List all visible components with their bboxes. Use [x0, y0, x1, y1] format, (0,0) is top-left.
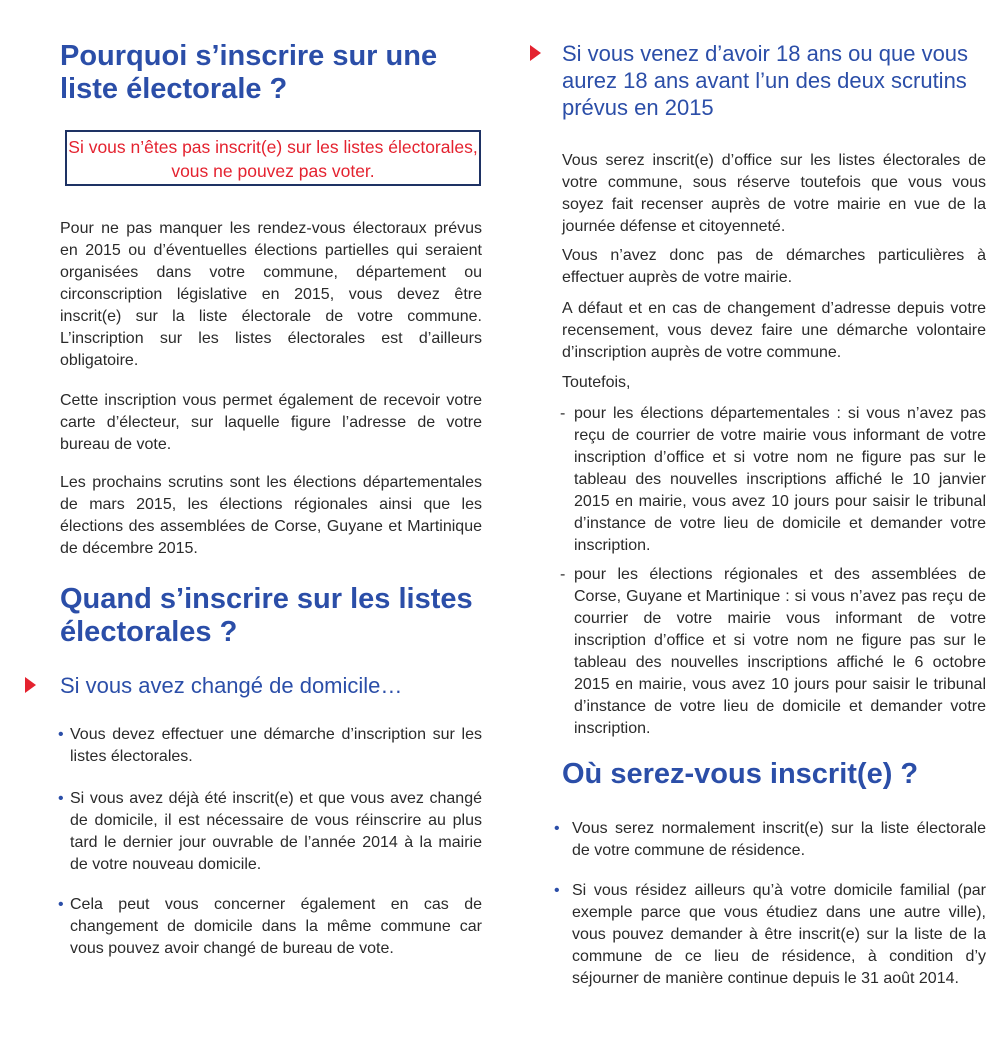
- heading-why-register: Pourquoi s’inscrire sur une liste électorale ?: [60, 40, 438, 105]
- dash-marker: -: [560, 405, 566, 422]
- subheading-turning-18: Si vous venez d’avoir 18 ans ou que vous aurez 18 ans avant l’un des deux scrutins prévus en 2015: [562, 41, 969, 120]
- bullet-dot-icon: •: [58, 790, 64, 807]
- bullet-text: Vous serez normalement inscrit(e) sur la liste électorale de votre commune de résidence.: [572, 820, 986, 859]
- paragraph-however: Toutefois,: [562, 374, 631, 391]
- bullet-dot-icon: •: [554, 820, 560, 837]
- bullet-text: Si vous résidez ailleurs qu’à votre domicile familial (par exemple parce que vous étudiez dans une autre ville), vous pouvez demander à être inscrit(e) sur la liste de la commune de ce lieu de résidence, à condition d’y séjourner de manière continue depuis le 31 août 2014.: [572, 882, 986, 987]
- paragraph-address-change: A défaut et en cas de changement d’adresse depuis votre recensement, vous devez faire une démarche volontaire d’inscription auprès de votre commune.: [562, 300, 986, 361]
- bullet-text: Si vous avez déjà été inscrit(e) et que vous avez changé de domicile, il est nécessaire de vous réinscrire au plus tard le dernier jour ouvrable de l’année 2014 à la mairie de votre nouveau domicile.: [70, 790, 482, 873]
- bullet-text: Cela peut vous concerner également en cas de changement de domicile dans la même commune car vous pouvez avoir changé de bureau de vote.: [70, 896, 482, 957]
- dash-text: pour les élections départementales : si vous n’avez pas reçu de courrier de votre mairie vous informant de votre inscription d’office et si votre nom ne figure pas sur le tableau des nouvelles inscriptions affiché le 10 janvier 2015 en mairie, vous avez 10 jours pour saisir le tribunal d’instance de votre lieu de domicile et demander votre inscription.: [574, 405, 986, 554]
- list-item: [540, 403, 986, 557]
- list-item: [540, 880, 986, 990]
- paragraph-appointments: Pour ne pas manquer les rendez-vous électoraux prévus en 2015 ou d’éventuelles élections partielles qui seraient organisées dans votre commune, département ou circonscription législative en 2015, vous devez être inscrit(e) sur la liste électorale de votre commune. L’inscription sur les listes électorales est d’ailleurs obligatoire.: [60, 220, 482, 369]
- bullet-dot-icon: •: [58, 896, 64, 913]
- list-item: [540, 564, 986, 740]
- subheading-changed-home: Si vous avez changé de domicile…: [60, 673, 403, 698]
- bullet-dot-icon: •: [58, 726, 64, 743]
- triangle-arrow-icon: [530, 45, 541, 61]
- bullet-dot-icon: •: [554, 882, 560, 899]
- list-item: [60, 894, 482, 960]
- list-item: [60, 724, 482, 768]
- triangle-arrow-icon: [25, 677, 36, 693]
- paragraph-no-steps: Vous n’avez donc pas de démarches particulières à effectuer auprès de votre mairie.: [562, 247, 986, 286]
- bullet-text: Vous devez effectuer une démarche d’inscription sur les listes électorales.: [70, 726, 482, 765]
- list-item: [540, 818, 986, 862]
- dash-marker: -: [560, 566, 566, 583]
- list-item: [60, 788, 482, 876]
- paragraph-voter-card: Cette inscription vous permet également de recevoir votre carte d’électeur, sur laquelle figure l’adresse de votre bureau de vote.: [60, 392, 482, 453]
- heading-where-registered: Où serez-vous inscrit(e) ?: [562, 758, 919, 790]
- paragraph-next-elections: Les prochains scrutins sont les élections départementales de mars 2015, les élections régionales ainsi que les élections des assemblées de Corse, Guyane et Martinique de décembre 2015.: [60, 474, 482, 557]
- paragraph-automatic-registration: Vous serez inscrit(e) d’office sur les listes électorales de votre commune, sous réserve toutefois que vous vous soyez fait recenser auprès de votre mairie en vue de la journée défense et citoyenneté.: [562, 152, 986, 235]
- dash-text: pour les élections régionales et des assemblées de Corse, Guyane et Martinique : si vous n’avez pas reçu de courrier de votre mairie vous informant de votre inscription d’office et si votre nom ne figure pas sur le tableau des nouvelles inscriptions affiché le 6 octobre 2015 en mairie, vous avez 10 jours pour saisir le tribunal d’instance de votre lieu de domicile et demander votre inscription.: [574, 566, 986, 737]
- heading-when-register: Quand s’inscrire sur les listes électorales ?: [60, 583, 473, 648]
- warning-box: Si vous n’êtes pas inscrit(e) sur les listes électorales, vous ne pouvez pas voter.: [65, 130, 481, 186]
